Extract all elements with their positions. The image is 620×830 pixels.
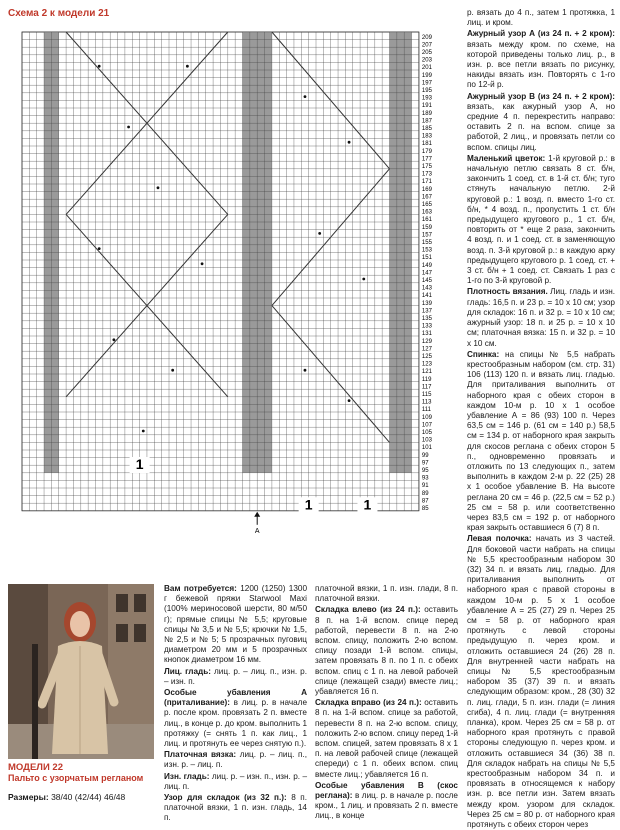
paragraph-heading: Лиц. гладь: [164,666,212,676]
chart-row-number: 143 [421,285,432,292]
chart-row-number: 87 [421,498,429,505]
text-paragraph [467,92,615,153]
text-paragraph [315,698,458,780]
middle-text-column-2 [315,584,459,821]
chart-row-number: 139 [421,300,432,307]
chart-row-number: 159 [421,224,432,231]
text-paragraph [164,793,307,824]
chart-row-number: 107 [421,422,432,429]
text-paragraph [467,534,615,830]
paragraph-body: платочной вязки, 1 п. изн. глади, 8 п. платочной вязки. [315,584,458,604]
chart-row-number: 85 [421,506,429,512]
model-sizes [8,792,125,802]
paragraph-heading: Особые убавления А (приталивание): [164,688,307,708]
chart-row-number: 89 [421,490,429,497]
text-paragraph [467,350,615,534]
chart-row-number: 185 [421,126,432,132]
paragraph-body: оставить 8 п. на 1-й вспом. спице перед работой, перевести 8 п. на 2-ю вспом. спицу, положить 2-ю вспом. спицу позади 1-й вспом. спицы, затем провязать 8 п. по 1 п. с обеих вспом. спиц с 1 п. на левой рабочей спице (лежащей сзади) вместе лиц.; убавляется 16 п. [315,605,459,697]
chart-yarn-over-dot [157,186,160,189]
text-paragraph [315,781,458,822]
paragraph-body: лиц. р. – изн. п., изн. р. – лиц. п. [164,771,307,791]
paragraph-body: Лиц. гладь и изн. гладь: 16,5 п. и 23 р. = 10 x 10 см; узор для складок: 16 п. и 32 р. = 10 x 10 см; ажурный узор: 18 п. и 25 р. = 10 x 10 см; платочная вязка: 15 п. и 32 р. = 10 x 10 см. [467,287,616,348]
chart-yarn-over-dot [112,338,115,341]
chart-row-number: 119 [421,376,432,383]
chart-row-number: 201 [421,65,432,72]
paragraph-heading: Складка вправо (из 24 п.): [315,698,422,708]
text-paragraph [467,8,615,28]
text-paragraph [315,584,458,604]
paragraph-heading: Платочная вязка: [164,750,237,760]
chart-row-number: 117 [421,384,432,391]
right-text-column [467,8,616,830]
chart-row-number: 193 [421,95,432,102]
paragraph-body: 8 п. платочной вязки, 1 п. изн. гладь, 14 п. [164,793,308,823]
paragraph-body: р. вязать до 4 п., затем 1 протяжка, 1 лиц. и кром. [467,8,615,28]
paragraph-heading: Складка влево (из 24 п.): [315,605,421,615]
chart-row-number: 131 [421,331,432,338]
paragraph-body: на спицы № 5,5 набрать крестообразным набором (см. стр. 31) 106 (113) 120 п. и вязать лиц. гладью. Для приталивания выполнить от наборного края с обеих сторон в каждом 10-м р. 10 x 1 особое убавление А = 86 (93) 100 п. Через 63,5 см = 146 р. (61 см = 140 р.) 58,5 см = 134 р. от наборного края закрыть для скосов реглана с обеих сторон 5 п., одновременно провязать и отложить по 13 следующих п., затем выполнить в каждом 2-м р. 22 (25) 28 x 1 особое убавление В. На высоте реглана 20 см = 46 р. (22,5 см = 52 р.) 25 см = 58 р. или соответственно через 83,5 см = 192 р. от наборного края закрыть оставшиеся 6 (7) 8 п. [467,349,615,533]
chart-row-number: 99 [421,452,429,459]
paragraph-body: оставить 8 п. на 1-й вспом. спице за работой, перевести 8 п. на 2-ю вспом. спицу, положить 2-ю вспом. спицу перед 1-й вспом. спицей, затем провязать 8 x 1 п. на левой рабочей спице (лежащей спереди) с 1 п. обеих вспом. спиц вместе лиц.; убавляется 16 п. [315,698,458,779]
chart-row-number: 115 [421,392,432,398]
text-paragraph [467,29,615,90]
paragraph-heading: Вам потребуется: [164,584,237,593]
paragraph-heading: Левая полочка: [467,534,532,544]
chart-row-number: 163 [421,209,432,216]
chart-title: Схема 2 к модели 21 [8,8,110,19]
paragraph-body: в лиц. р. в начале р. после кром. провязать 2 п. вместе лиц., в конце р. до кром. выполнить 1 протяжку (= снять 1 п. как лиц., 1 лиц. и протянуть ее через снятую п.). [164,698,307,749]
chart-row-number: 123 [421,361,432,368]
text-paragraph [164,772,307,792]
paragraph-heading: Узор для складок (из 32 п.): [164,793,287,803]
chart-yarn-over-dot [348,399,351,402]
chart-yarn-over-dot [318,232,321,235]
chart-yarn-over-dot [171,369,174,372]
chart-row-number: 105 [421,430,432,436]
paragraph-body: вязать, как ажурный узор А, но средние 4 п. перекрестить направо: оставить 2 п. на вспом. спице за работой, 2 лиц., и провязать петли со вспом. спицы лиц. [467,101,615,152]
chart-row-number: 141 [421,293,432,300]
knitting-chart [8,28,460,556]
chart-grid-svg [8,28,460,556]
chart-row-number: 103 [421,437,432,444]
chart-row-number: 145 [421,278,432,284]
text-paragraph [467,287,615,348]
chart-row-number: 205 [421,50,432,56]
chart-row-number: 189 [421,110,432,117]
chart-row-number: 93 [421,475,429,482]
text-paragraph [164,688,307,749]
text-paragraph [164,584,307,666]
chart-row-number: 95 [421,468,429,474]
chart-row-number: 169 [421,186,432,193]
sizes-value: 38/40 (42/44) 46/48 [48,792,126,802]
model-photo [8,584,154,759]
chart-row-number: 121 [421,369,432,376]
model-title: МОДЕЛИ 22 [8,762,63,773]
paragraph-body: лиц. р. – лиц. п., изн. р. – изн. п. [164,666,307,686]
chart-row-number: 147 [421,270,432,277]
paragraph-heading: Спинка: [467,349,500,359]
chart-row-number: 91 [421,483,429,490]
text-paragraph [164,750,307,770]
paragraph-body: лиц. р. – лиц. п., изн. р. – лиц. п. [164,750,308,770]
chart-row-number: 173 [421,171,432,178]
paragraph-heading: Ажурный узор А (из 24 п. + 2 кром): [467,29,615,39]
chart-yarn-over-dot [201,262,204,265]
chart-row-number: 165 [421,202,432,208]
chart-row-number: 191 [421,103,432,110]
chart-yarn-over-dot [348,141,351,144]
chart-yarn-over-dot [127,126,130,129]
paragraph-body: вязать между кром. по схеме, на которой приведены только лиц. р., в изн. р. все петли вязать по рисунку, накиды вязать изн. Повторять с 1-го по 12-й р. [467,39,615,90]
chart-row-number: 167 [421,194,432,201]
chart-row-number: 171 [421,179,432,186]
chart-row-number: 135 [421,316,432,322]
paragraph-body: 1-й круговой р.: в начальную петлю связать 8 ст. б/н, закончить 1 соед. ст. в 1-й ст. б/н; туго стянуть начальную петлю. 2-й круговой р.: 1 возд. п. вместо 1-го ст. б/н, * 4 возд. п., пропустить 1 ст. б/н предыдущего кругового р., 1 ст. б/н, повторить от * еще 2 раза, закончить 4 возд. п. и 1 соед. ст. в заменяющую возд. п. 3-й круговой р.: в каждую арку предыдущего кругового р. 1 соед. ст. + 3 ст. б/н + 1 соед. ст. Связать 1 раз с 1-го по 3-й круговой р. [467,153,615,286]
chart-row-number: 175 [421,164,432,170]
chart-yarn-over-dot [98,247,101,250]
chart-section-label: 1 [135,456,144,472]
chart-row-number: 157 [421,232,432,239]
chart-yarn-over-dot [98,65,101,68]
text-paragraph [467,154,615,287]
chart-arrow-head [254,512,260,517]
chart-row-number: 179 [421,148,432,155]
model-photo-illustration [8,584,154,759]
chart-yarn-over-dot [362,278,365,281]
paragraph-body: 1200 (1250) 1300 г бежевой пряжи Starwool Maxi (100% мериносовой шерсти, 80 м/50 г); прямые спицы № 5,5; круговые спицы № 3,5 и № 5,5; крючки № 1,5, № 2,5 и № 5; 5 прозрачных пуговиц диаметром 20 мм и 5 прозрачных кнопок диаметром 16 мм. [164,584,308,665]
paragraph-heading: Изн. гладь: [164,771,210,781]
chart-row-number: 127 [421,346,432,353]
chart-section-label: 1 [363,496,372,513]
paragraph-body: в лиц. р. в начале р. после кром., 1 лиц. и провязать 2 п. вместе лиц., в конце [315,791,458,821]
chart-row-number: 195 [421,88,432,94]
middle-text-column-1 [164,584,308,823]
chart-section-label: 1 [304,496,313,513]
chart-yarn-over-dot [304,369,307,372]
sizes-label: Размеры: [8,792,49,802]
paragraph-body: начать из 3 частей. Для боковой части набрать на спицы № 5,5 крестообразным набором 30 (32) 34 п. и вязать лиц. гладью. Для приталивания выполнить от наборного края с правой стороны в каждом 10-м р. 5 x 1 особое убавление А = 25 (27) 29 п. Через 25 см = 58 р. от наборного края протянуть с левой стороны предыдущую п. через кром. и отложить оставшиеся 24 (26) 28 п. Для внутренней части набрать на спицы № 5,5 крестообразным набором 35 (37) 39 п. и вязать следующим образом: кром., 28 (30) 32 п. лиц. глади, 5 п. изн. глади (= линия сгиба), 4 п. лиц. глади (= внутренняя планка), кром. Через 25 см = 58 р. от наборного края протянуть с правой стороны следующую п. через кром. и отложить оставшиеся 34 (36) 38 п. Для складок набрать на спицы № 5,5 крестообразным набором 34 п. и провязать в относящемся к набору изн. р. все петли изн. Затем вязать между кром. узором для складок. Через 25 см = 80 р. от наборного края протянуть с обеих сторон через [467,534,615,830]
chart-row-number: 187 [421,118,432,125]
chart-row-number: 111 [421,407,432,414]
chart-row-number: 133 [421,323,432,330]
chart-row-number: 109 [421,414,432,421]
chart-row-number: 197 [421,80,432,87]
model-subtitle: Пальто с узорчатым регланом [8,773,144,783]
chart-row-number: 207 [421,42,432,49]
chart-row-number: 203 [421,57,432,64]
paragraph-heading: Плотность вязания. [467,287,548,297]
chart-row-number: 101 [421,445,432,452]
chart-yarn-over-dot [142,430,145,433]
text-paragraph [315,605,458,697]
chart-row-number: 97 [421,460,429,467]
chart-row-number: 209 [421,34,432,41]
chart-arrow-label: A [254,527,260,535]
chart-row-number: 183 [421,133,432,140]
chart-row-number: 151 [421,255,432,262]
paragraph-heading: Ажурный узор В (из 24 п. + 2 кром): [467,91,615,101]
chart-row-number: 161 [421,217,432,224]
chart-row-number: 181 [421,141,432,148]
chart-row-number: 125 [421,354,432,360]
chart-row-number: 155 [421,240,432,246]
chart-row-number: 153 [421,247,432,254]
chart-row-number: 199 [421,72,432,79]
chart-yarn-over-dot [186,65,189,68]
chart-row-number: 113 [421,399,432,406]
chart-row-number: 137 [421,308,432,315]
text-paragraph [164,667,307,687]
paragraph-heading: Маленький цветок: [467,153,546,163]
chart-row-number: 129 [421,338,432,345]
paragraph-heading: Особые убавления В (скос реглана): [315,780,458,801]
chart-row-number: 177 [421,156,432,163]
chart-row-number: 149 [421,262,432,269]
chart-yarn-over-dot [304,95,307,98]
